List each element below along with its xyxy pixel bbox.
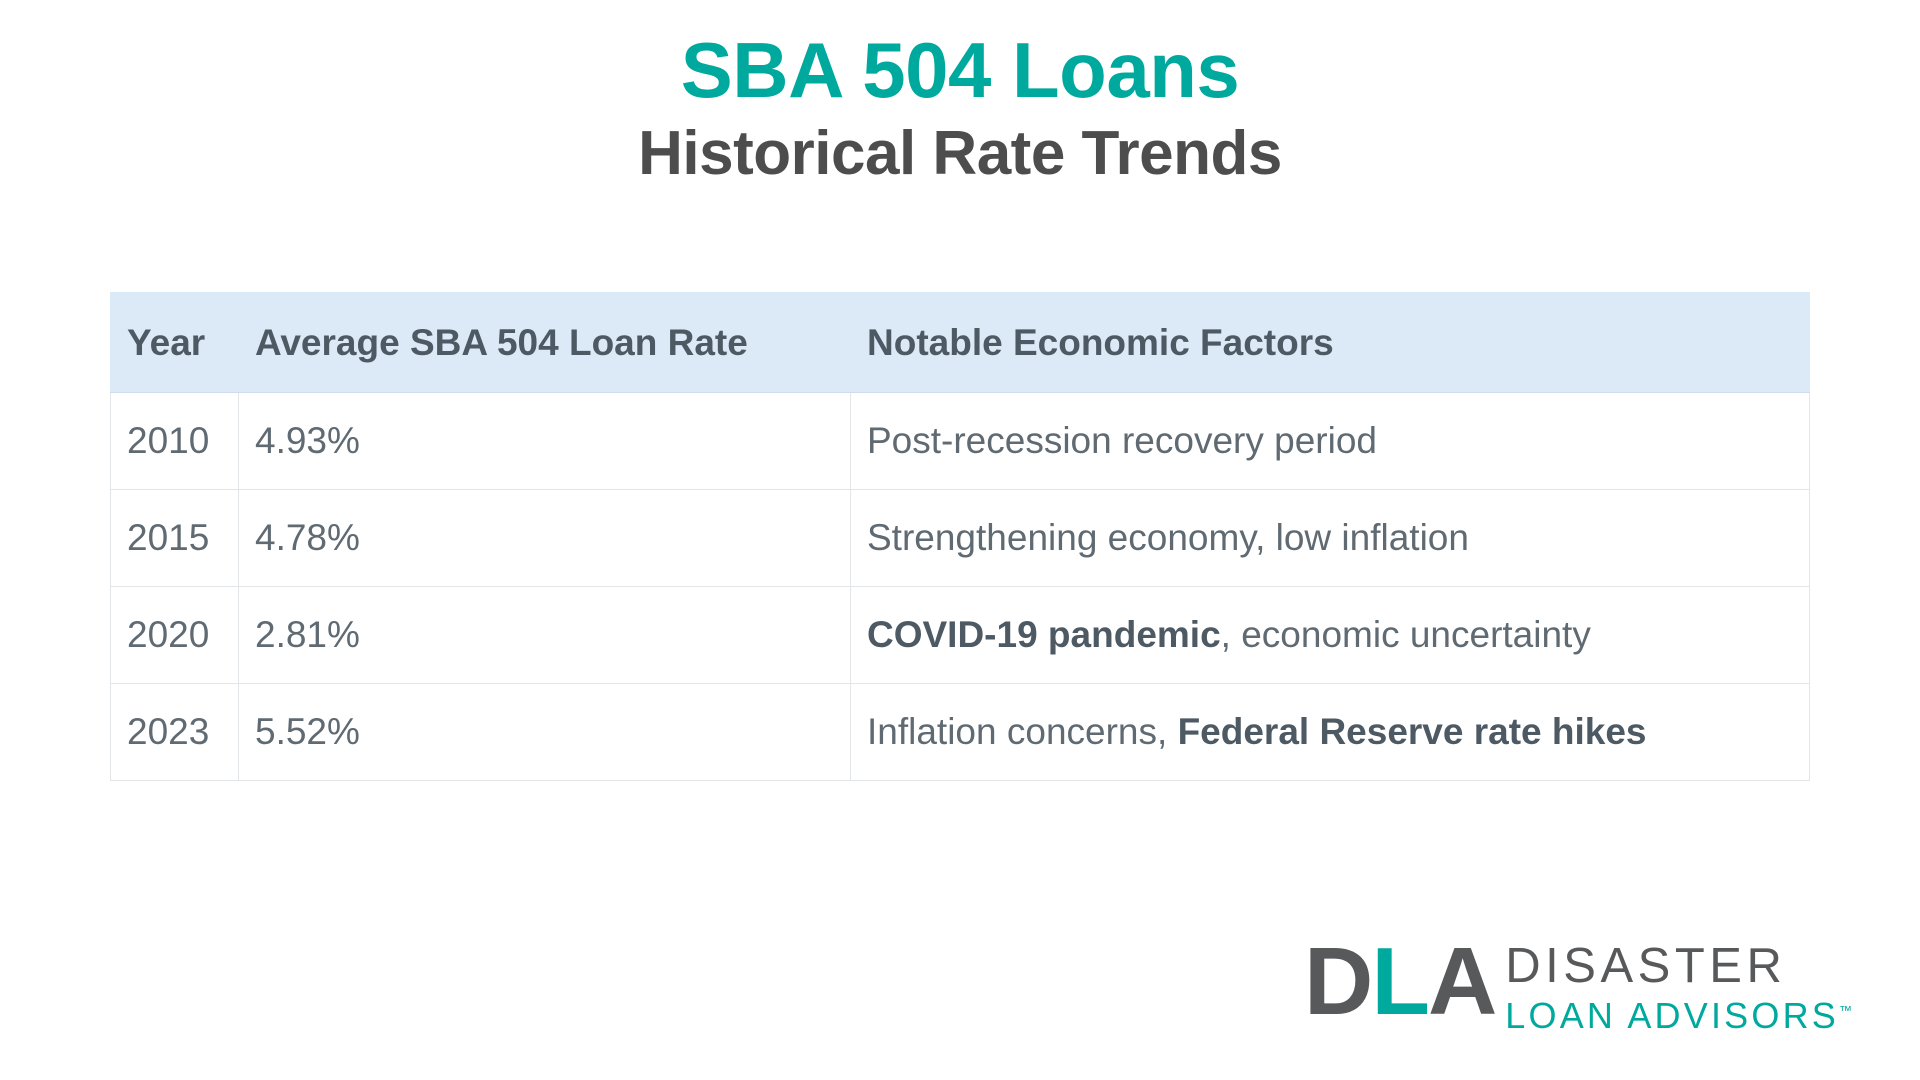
- cell-rate: 4.93%: [239, 393, 851, 490]
- column-header-rate: Average SBA 504 Loan Rate: [239, 293, 851, 393]
- historical-rates-table: [110, 292, 1810, 781]
- page-title: SBA 504 Loans: [680, 26, 1240, 114]
- column-header-factors: Notable Economic Factors: [851, 293, 1810, 393]
- factor-suffix: , economic uncertainty: [1220, 614, 1591, 655]
- cell-factor: [851, 393, 1810, 490]
- table-header: [111, 293, 1810, 393]
- trademark-symbol: ™: [1839, 1003, 1852, 1018]
- rates-table-container: [110, 292, 1810, 781]
- logo-monogram: [1304, 928, 1496, 1035]
- cell-factor: [851, 684, 1810, 781]
- table-row: [111, 587, 1810, 684]
- cell-year: 2015: [111, 490, 239, 587]
- logo-letter-a: A: [1427, 928, 1496, 1035]
- cell-year: 2010: [111, 393, 239, 490]
- table-header-row: [111, 293, 1810, 393]
- logo-letter-d: D: [1304, 928, 1372, 1035]
- table-row: [111, 684, 1810, 781]
- factor-bold: COVID-19 pandemic: [867, 614, 1221, 655]
- cell-year: 2023: [111, 684, 239, 781]
- factor-prefix: Strengthening economy, low inflation: [867, 517, 1469, 558]
- logo-wordmark: [1505, 936, 1852, 1034]
- factor-prefix: Inflation concerns,: [867, 711, 1178, 752]
- table-body: [111, 393, 1810, 781]
- cell-rate: 2.81%: [239, 587, 851, 684]
- logo-word-loan-advisors: [1505, 995, 1852, 1036]
- page-subtitle: Historical Rate Trends: [638, 118, 1282, 188]
- cell-factor: [851, 490, 1810, 587]
- disaster-loan-advisors-logo: [1304, 928, 1852, 1036]
- table-row: [111, 393, 1810, 490]
- column-header-year: Year: [111, 293, 239, 393]
- factor-prefix: Post-recession recovery period: [867, 420, 1377, 461]
- table-row: [111, 490, 1810, 587]
- factor-bold: Federal Reserve rate hikes: [1177, 711, 1647, 752]
- title-block: [0, 0, 1920, 188]
- logo-word-disaster: DISASTER: [1505, 939, 1787, 993]
- cell-factor: [851, 587, 1810, 684]
- logo-letter-l: L: [1371, 928, 1428, 1035]
- cell-rate: 5.52%: [239, 684, 851, 781]
- logo-word-loan-advisors-text: LOAN ADVISORS: [1505, 995, 1839, 1036]
- cell-rate: 4.78%: [239, 490, 851, 587]
- cell-year: 2020: [111, 587, 239, 684]
